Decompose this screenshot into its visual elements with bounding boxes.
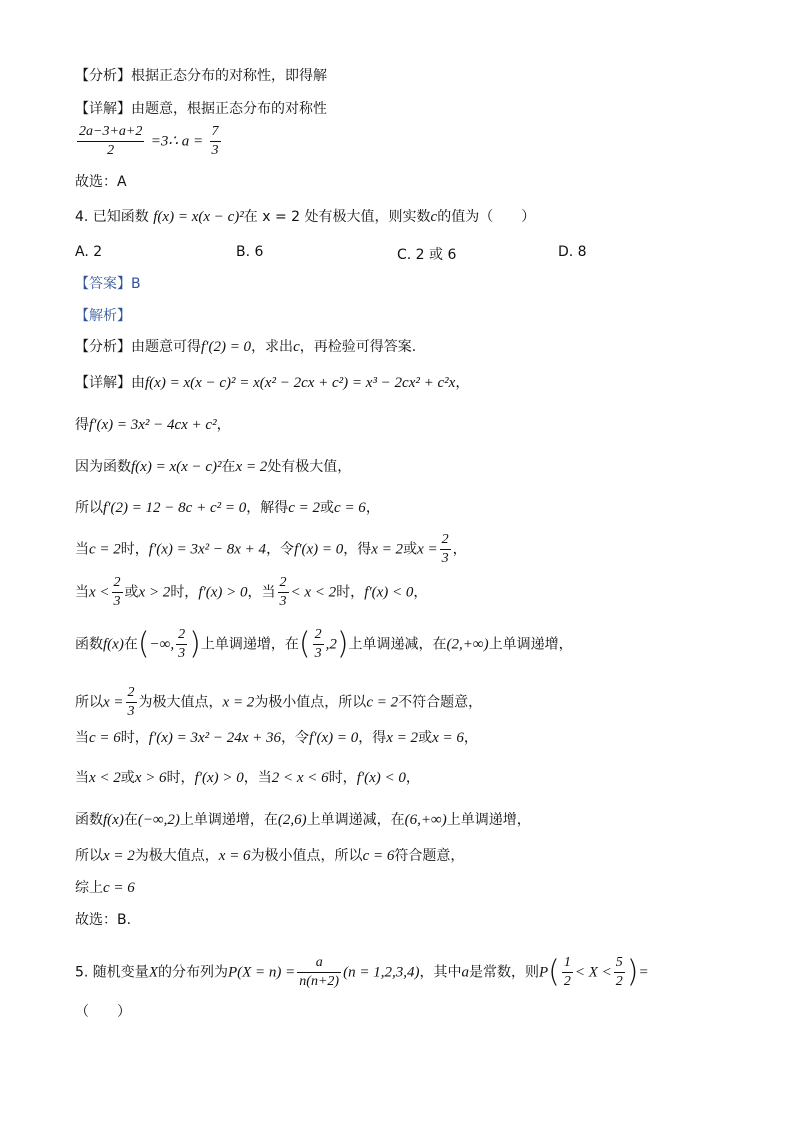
math: f(x) bbox=[103, 636, 124, 653]
math: x = 6 bbox=[218, 848, 251, 864]
fraction bbox=[77, 123, 144, 160]
option-a bbox=[75, 244, 102, 260]
text: 函数 bbox=[75, 812, 103, 828]
detail-d10 bbox=[75, 768, 420, 788]
text: 为极大值点， bbox=[138, 694, 223, 711]
math: P(X = n) = bbox=[227, 964, 296, 981]
fraction bbox=[112, 574, 123, 611]
text: ，令 bbox=[281, 730, 310, 746]
detail-d5 bbox=[75, 531, 467, 568]
text: ， bbox=[365, 500, 380, 516]
text: 当 bbox=[75, 541, 89, 558]
math: x < bbox=[89, 584, 110, 601]
detail-d14 bbox=[75, 910, 131, 930]
text: B. 6 bbox=[236, 244, 264, 260]
denominator: 3 bbox=[178, 646, 186, 661]
text: 在 x = 2 处有极大值，则实数 bbox=[243, 209, 431, 225]
text: 综上 bbox=[75, 880, 103, 896]
question-5 bbox=[75, 954, 649, 991]
text: ，求出 bbox=[251, 339, 294, 355]
numerator: 2 bbox=[126, 684, 137, 703]
right-paren: ) bbox=[626, 954, 639, 990]
text: 【详解】由题意，根据正态分布的对称性 bbox=[75, 101, 327, 117]
fraction bbox=[562, 954, 573, 991]
text: 当 bbox=[75, 584, 89, 601]
text: 【答案】B bbox=[75, 276, 141, 292]
math: x < 2 bbox=[89, 770, 121, 786]
text: ，其中 bbox=[419, 964, 462, 981]
detail-d1 bbox=[75, 373, 469, 393]
math: f′(x) < 0 bbox=[356, 770, 406, 786]
text: ，当 bbox=[243, 770, 272, 786]
math: x = 2 bbox=[103, 848, 135, 864]
text: 为极小值点，所以 bbox=[254, 694, 367, 711]
text: ，得 bbox=[358, 730, 387, 746]
text: 故选：B. bbox=[75, 912, 132, 928]
math: 2 < x < 6 bbox=[271, 770, 329, 786]
text: 函数 bbox=[75, 636, 103, 653]
math: f′(2) = 12 − 8c + c² = 0 bbox=[103, 500, 247, 516]
denominator: 3 bbox=[127, 704, 135, 719]
math: x = 2 bbox=[222, 694, 255, 711]
math: f′(x) = 0 bbox=[294, 541, 344, 558]
math: f′(x) > 0 bbox=[198, 584, 248, 601]
text: ，当 bbox=[247, 584, 276, 601]
denominator: 3 bbox=[211, 143, 219, 158]
denominator: 2 bbox=[563, 974, 571, 989]
denominator: n(n+2) bbox=[299, 974, 340, 989]
text: 5. 随机变量 bbox=[75, 964, 149, 981]
text: 时， bbox=[120, 541, 149, 558]
numerator: 2 bbox=[112, 574, 123, 593]
detail-d3 bbox=[75, 457, 351, 477]
math: c = 2 bbox=[288, 500, 321, 516]
text: 因为函数 bbox=[75, 459, 131, 475]
math: X bbox=[148, 964, 158, 981]
math: x = 2 bbox=[386, 730, 419, 746]
fraction bbox=[313, 626, 324, 663]
text: 时， bbox=[336, 584, 365, 601]
numerator: 2 bbox=[176, 626, 187, 645]
text: 或 bbox=[418, 730, 433, 746]
math: f′(2) = 0 bbox=[201, 339, 252, 355]
text: 上单调递增， bbox=[446, 812, 531, 828]
fraction bbox=[440, 531, 451, 568]
math: −∞, bbox=[149, 636, 175, 653]
text: 在 bbox=[123, 636, 138, 653]
text: 所以 bbox=[75, 694, 103, 711]
left-paren: ( bbox=[298, 626, 311, 662]
math: a bbox=[461, 964, 469, 981]
text: 或 bbox=[124, 584, 139, 601]
text: 或 bbox=[120, 770, 135, 786]
math: f(x) = x(x − c)² bbox=[153, 209, 244, 225]
detail-line-1 bbox=[75, 99, 327, 119]
analysis-line-2 bbox=[75, 337, 416, 357]
numerator: 2a−3+a+2 bbox=[77, 123, 144, 142]
text: 不符合题意， bbox=[398, 694, 483, 711]
math: f′(x) = 3x² − 24x + 36 bbox=[148, 730, 282, 746]
math: f′(x) = 0 bbox=[309, 730, 359, 746]
text: 所以 bbox=[75, 848, 103, 864]
text: 或 bbox=[320, 500, 335, 516]
text: 在 bbox=[221, 459, 236, 475]
math: f′(x) = 3x² − 4cx + c² bbox=[89, 417, 217, 433]
text: 的分布列为 bbox=[157, 964, 228, 981]
denominator: 3 bbox=[441, 551, 449, 566]
text: 的值为（ ） bbox=[437, 209, 536, 225]
option-b bbox=[236, 244, 263, 260]
text: ， bbox=[413, 584, 428, 601]
math: P bbox=[538, 964, 549, 981]
text: 上单调递减，在 bbox=[348, 636, 447, 653]
math: f′(x) < 0 bbox=[364, 584, 414, 601]
choice-line-3 bbox=[75, 172, 127, 192]
numerator: a bbox=[297, 954, 341, 973]
numerator: 5 bbox=[614, 954, 625, 973]
denominator: 3 bbox=[314, 646, 322, 661]
text: 或 bbox=[403, 541, 418, 558]
fraction bbox=[126, 684, 137, 721]
detail-d11 bbox=[75, 810, 531, 830]
text: 为极小值点，所以 bbox=[250, 848, 363, 864]
question-4 bbox=[75, 207, 535, 227]
option-d bbox=[558, 244, 587, 260]
text: A. 2 bbox=[75, 244, 103, 260]
text: 上单调递增，在 bbox=[200, 636, 299, 653]
detail-d12 bbox=[75, 846, 464, 866]
question-5-blank bbox=[75, 1002, 131, 1022]
math: =3∴ a = bbox=[150, 133, 204, 150]
math: f(x) = x(x − c)² bbox=[131, 459, 222, 475]
text: 符合题意， bbox=[394, 848, 465, 864]
detail-d13 bbox=[75, 878, 135, 898]
math: x > 6 bbox=[134, 770, 167, 786]
denominator: 2 bbox=[615, 974, 623, 989]
text: 上单调递增， bbox=[488, 636, 573, 653]
text: 【分析】根据正态分布的对称性，即得解 bbox=[75, 68, 327, 84]
numerator: 7 bbox=[210, 123, 221, 142]
detail-d2 bbox=[75, 415, 231, 435]
math: c = 6 bbox=[362, 848, 395, 864]
text: ， bbox=[405, 770, 420, 786]
math: c bbox=[293, 339, 300, 355]
math: x = 2 bbox=[371, 541, 404, 558]
numerator: 2 bbox=[440, 531, 451, 550]
numerator: 2 bbox=[278, 574, 289, 593]
text: 上单调递增，在 bbox=[179, 812, 278, 828]
math: x = 2 bbox=[235, 459, 268, 475]
math: < x < 2 bbox=[290, 584, 337, 601]
numerator: 1 bbox=[562, 954, 573, 973]
fraction bbox=[176, 626, 187, 663]
math: c = 6 bbox=[89, 730, 121, 746]
text: 得 bbox=[75, 417, 89, 433]
analysis-line-1 bbox=[75, 66, 327, 86]
text: ，得 bbox=[343, 541, 372, 558]
math: x = bbox=[103, 694, 124, 711]
text: 时， bbox=[328, 770, 357, 786]
text: ，解得 bbox=[246, 500, 289, 516]
text: ，令 bbox=[266, 541, 295, 558]
text: 所以 bbox=[75, 500, 103, 516]
math: c = 2 bbox=[366, 694, 399, 711]
option-c bbox=[397, 244, 456, 264]
text: ， bbox=[216, 417, 231, 433]
text: ， bbox=[452, 541, 467, 558]
math: x = 6 bbox=[432, 730, 464, 746]
math: x = bbox=[417, 541, 438, 558]
math: f′(x) = 3x² − 8x + 4 bbox=[148, 541, 267, 558]
equation-line bbox=[75, 123, 223, 160]
denominator: 3 bbox=[113, 594, 121, 609]
math: (2,6) bbox=[277, 812, 307, 828]
math: (n = 1,2,3,4) bbox=[343, 964, 420, 981]
answer-line bbox=[75, 274, 141, 294]
right-paren: ) bbox=[189, 626, 201, 662]
math: c = 6 bbox=[334, 500, 366, 516]
text: 为极大值点， bbox=[134, 848, 219, 864]
numerator: 2 bbox=[313, 626, 324, 645]
denominator: 2 bbox=[107, 143, 115, 158]
text: 时， bbox=[166, 770, 195, 786]
text: 是常数，则 bbox=[468, 964, 539, 981]
math: c bbox=[430, 209, 438, 225]
math: (2,+∞) bbox=[446, 636, 489, 653]
denominator: 3 bbox=[279, 594, 287, 609]
analysis-heading bbox=[75, 306, 131, 326]
right-paren: ) bbox=[336, 626, 349, 662]
fraction bbox=[210, 123, 221, 160]
left-paren: ( bbox=[548, 954, 560, 990]
text: C. 2 或 6 bbox=[397, 247, 457, 263]
detail-d6 bbox=[75, 574, 427, 611]
math: (6,+∞) bbox=[404, 812, 447, 828]
text: 【分析】由题意可得 bbox=[75, 339, 201, 355]
math: f(x) bbox=[103, 812, 124, 828]
left-paren: ( bbox=[137, 626, 150, 662]
text: 故选：A bbox=[75, 174, 127, 190]
text: 当 bbox=[75, 730, 89, 746]
math: f(x) = x(x − c)² = x(x² − 2cx + c²) = x³ − 2cx² + c²x bbox=[145, 375, 456, 391]
text: 上单调递减，在 bbox=[306, 812, 405, 828]
math: c = 2 bbox=[89, 541, 121, 558]
text: 当 bbox=[75, 770, 89, 786]
fraction bbox=[297, 954, 341, 991]
text: 在 bbox=[123, 812, 138, 828]
math: (−∞,2) bbox=[137, 812, 180, 828]
text: ， bbox=[455, 375, 470, 391]
text: （ ） bbox=[75, 1004, 131, 1020]
math: f′(x) > 0 bbox=[194, 770, 244, 786]
math: < X < bbox=[574, 964, 612, 981]
fraction bbox=[278, 574, 289, 611]
text: 处有极大值， bbox=[267, 459, 352, 475]
detail-d8 bbox=[75, 684, 482, 721]
text: 时， bbox=[120, 730, 149, 746]
text: ，再检验可得答案. bbox=[299, 339, 417, 355]
text: ， bbox=[463, 730, 478, 746]
text: D. 8 bbox=[558, 244, 587, 260]
text: 【详解】由 bbox=[75, 375, 145, 391]
detail-d9 bbox=[75, 728, 478, 748]
text: 4. 已知函数 bbox=[75, 209, 149, 225]
math: = bbox=[638, 964, 649, 981]
math: x > 2 bbox=[138, 584, 171, 601]
text: 时， bbox=[170, 584, 199, 601]
detail-d4 bbox=[75, 498, 380, 518]
math: ,2 bbox=[325, 636, 337, 653]
text: 【解析】 bbox=[75, 308, 131, 324]
math: c = 6 bbox=[103, 880, 135, 896]
detail-d7 bbox=[75, 626, 573, 663]
fraction bbox=[614, 954, 625, 991]
